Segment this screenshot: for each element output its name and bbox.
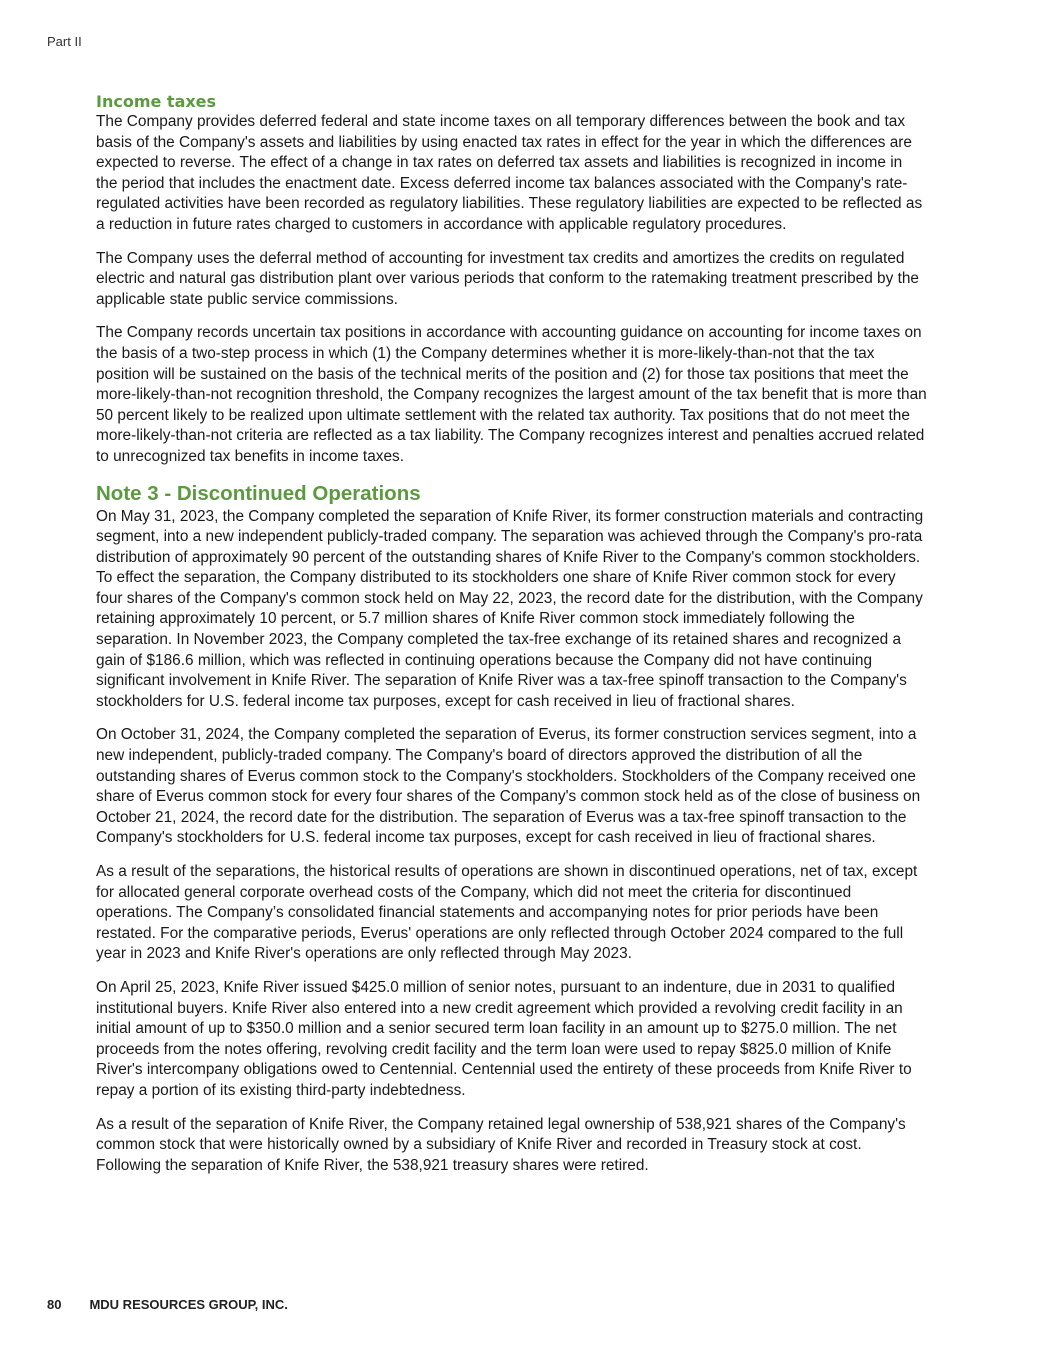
text-line: basis of the Company's assets and liabilities by using enacted tax rates in effect for the year in which the differences are bbox=[96, 133, 912, 151]
company-name: MDU RESOURCES GROUP, INC. bbox=[89, 1297, 288, 1312]
text-line: restated. For the comparative periods, Everus' operations are only reflected through October 2024 compared to the full bbox=[96, 924, 904, 942]
paragraph bbox=[96, 323, 976, 467]
text-line: stockholders for U.S. federal income tax purposes, except for cash received in lieu of fractional shares. bbox=[96, 692, 795, 710]
paragraph bbox=[96, 1115, 976, 1177]
section-heading: Income taxes bbox=[96, 92, 217, 111]
text-line: gain of $186.6 million, which was reflected in continuing operations because the Company did not have continuing bbox=[96, 651, 873, 669]
text-line: On April 25, 2023, Knife River issued $425.0 million of senior notes, pursuant to an indenture, due in 2031 to qualified bbox=[96, 978, 896, 996]
text-line: 50 percent likely to be realized upon ultimate settlement with the related tax authority. Tax positions that do not meet the bbox=[96, 406, 910, 424]
text-line: repay a portion of its existing third-party indebtedness. bbox=[96, 1081, 466, 1099]
text-line: applicable state public service commissions. bbox=[96, 290, 398, 308]
text-line: segment, into a new independent publicly-traded company. The separation was achieved through the Company's pro-rata bbox=[96, 528, 923, 546]
text-line: to unrecognized tax benefits in income taxes. bbox=[96, 447, 404, 465]
text-line: a reduction in future rates charged to customers in accordance with applicable regulatory procedures. bbox=[96, 215, 787, 233]
document-body bbox=[96, 92, 976, 1189]
text-line: more-likely-than-not criteria are reflected as a tax liability. The Company recognizes interest and penalties accrued related bbox=[96, 427, 925, 445]
paragraph bbox=[96, 862, 976, 965]
text-line: outstanding shares of Everus common stock to the Company's stockholders. Stockholders of the Company received one bbox=[96, 767, 916, 785]
text-line: the period that includes the enactment date. Excess deferred income tax balances associated with the Company's rate- bbox=[96, 174, 908, 192]
paragraph bbox=[96, 978, 976, 1102]
paragraph bbox=[96, 249, 976, 311]
part-label: Part II bbox=[47, 34, 82, 49]
text-line: The Company records uncertain tax positions in accordance with accounting guidance on accounting for income taxes on bbox=[96, 324, 922, 342]
text-line: On October 31, 2024, the Company completed the separation of Everus, its former construction services segment, into a bbox=[96, 726, 917, 744]
text-line: retaining approximately 10 percent, or 5.7 million shares of Knife River common stock immediately following the bbox=[96, 610, 855, 628]
text-line: distribution of approximately 90 percent of the outstanding shares of Knife River to the Company's common stockholders. bbox=[96, 548, 921, 566]
text-line: common stock that were historically owned by a subsidiary of Knife River and recorded in Treasury stock at cost. bbox=[96, 1136, 862, 1154]
text-line: new independent, publicly-traded company. The Company's board of directors approved the distribution of all the bbox=[96, 747, 863, 765]
text-line: The Company uses the deferral method of accounting for investment tax credits and amortizes the credits on regulated bbox=[96, 249, 905, 267]
text-line: As a result of the separations, the historical results of operations are shown in discontinued operations, net of tax, except bbox=[96, 863, 918, 880]
text-line: October 21, 2024, the record date for the distribution. The separation of Everus was a tax-free spinoff transaction to the bbox=[96, 808, 907, 826]
text-line: year in 2023 and Knife River's operations are only reflected through May 2023. bbox=[96, 945, 632, 963]
text-line: proceeds from the notes offering, revolving credit facility and the term loan were used to repay $825.0 million of Knife bbox=[96, 1040, 892, 1058]
text-line: The Company provides deferred federal and state income taxes on all temporary differences between the book and tax bbox=[96, 113, 906, 130]
text-line: On May 31, 2023, the Company completed the separation of Knife River, its former construction materials and contracting bbox=[96, 507, 924, 525]
text-line: regulated activities have been recorded as regulatory liabilities. These regulatory liabilities are expected to be reflected as bbox=[96, 195, 923, 213]
text-line: Following the separation of Knife River, the 538,921 treasury shares were retired. bbox=[96, 1156, 649, 1174]
text-line: As a result of the separation of Knife River, the Company retained legal ownership of 538,921 shares of the Company's bbox=[96, 1115, 906, 1133]
text-line: significant involvement in Knife River. The separation of Knife River was a tax-free spinoff transaction to the Company's bbox=[96, 672, 907, 690]
paragraph bbox=[96, 112, 976, 236]
text-line: electric and natural gas distribution plant over various periods that conform to the ratemaking treatment prescribed by the bbox=[96, 270, 919, 288]
text-line: share of Everus common stock for every four shares of the Company's common stock held as of the close of business on bbox=[96, 788, 921, 806]
text-line: for allocated general corporate overhead costs of the Company, which did not meet the criteria for discontinued bbox=[96, 883, 852, 901]
section-heading: Note 3 - Discontinued Operations bbox=[96, 481, 421, 505]
paragraph bbox=[96, 725, 976, 849]
page-number: 80 bbox=[47, 1297, 62, 1312]
text-line: River's intercompany obligations owed to Centennial. Centennial used the entirety of these proceeds from Knife River to bbox=[96, 1061, 912, 1079]
text-line: expected to reverse. The effect of a change in tax rates on deferred tax assets and liabilities is recognized in income in bbox=[96, 154, 903, 172]
text-line: position will be sustained on the basis of the technical merits of the position and (2) for those tax positions that meet the bbox=[96, 365, 909, 383]
text-line: more-likely-than-not recognition threshold, the Company recognizes the largest amount of the tax benefit that is more than bbox=[96, 386, 927, 404]
text-line: institutional buyers. Knife River also entered into a new credit agreement which provided a revolving credit facility in an bbox=[96, 999, 903, 1017]
page-footer bbox=[47, 1297, 288, 1312]
paragraph bbox=[96, 507, 976, 713]
text-line: initial amount of up to $350.0 million and a senior secured term loan facility in an amount up to $275.0 million. The net bbox=[96, 1020, 897, 1038]
text-line: Company's stockholders for U.S. federal income tax purposes, except for cash received in lieu of fractional shares. bbox=[96, 829, 876, 847]
text-line: operations. The Company’s consolidated financial statements and accompanying notes for prior periods have been bbox=[96, 904, 879, 922]
text-line: To effect the separation, the Company distributed to its stockholders one share of Knife River common stock for every bbox=[96, 569, 896, 587]
text-line: four shares of the Company's common stock held on May 22, 2023, the record date for the distribution, with the Company bbox=[96, 589, 923, 607]
text-line: separation. In November 2023, the Company completed the tax-free exchange of its retained shares and recognized a bbox=[96, 631, 902, 649]
text-line: the basis of a two-step process in which (1) the Company determines whether it is more-likely-than-not that the tax bbox=[96, 344, 875, 362]
